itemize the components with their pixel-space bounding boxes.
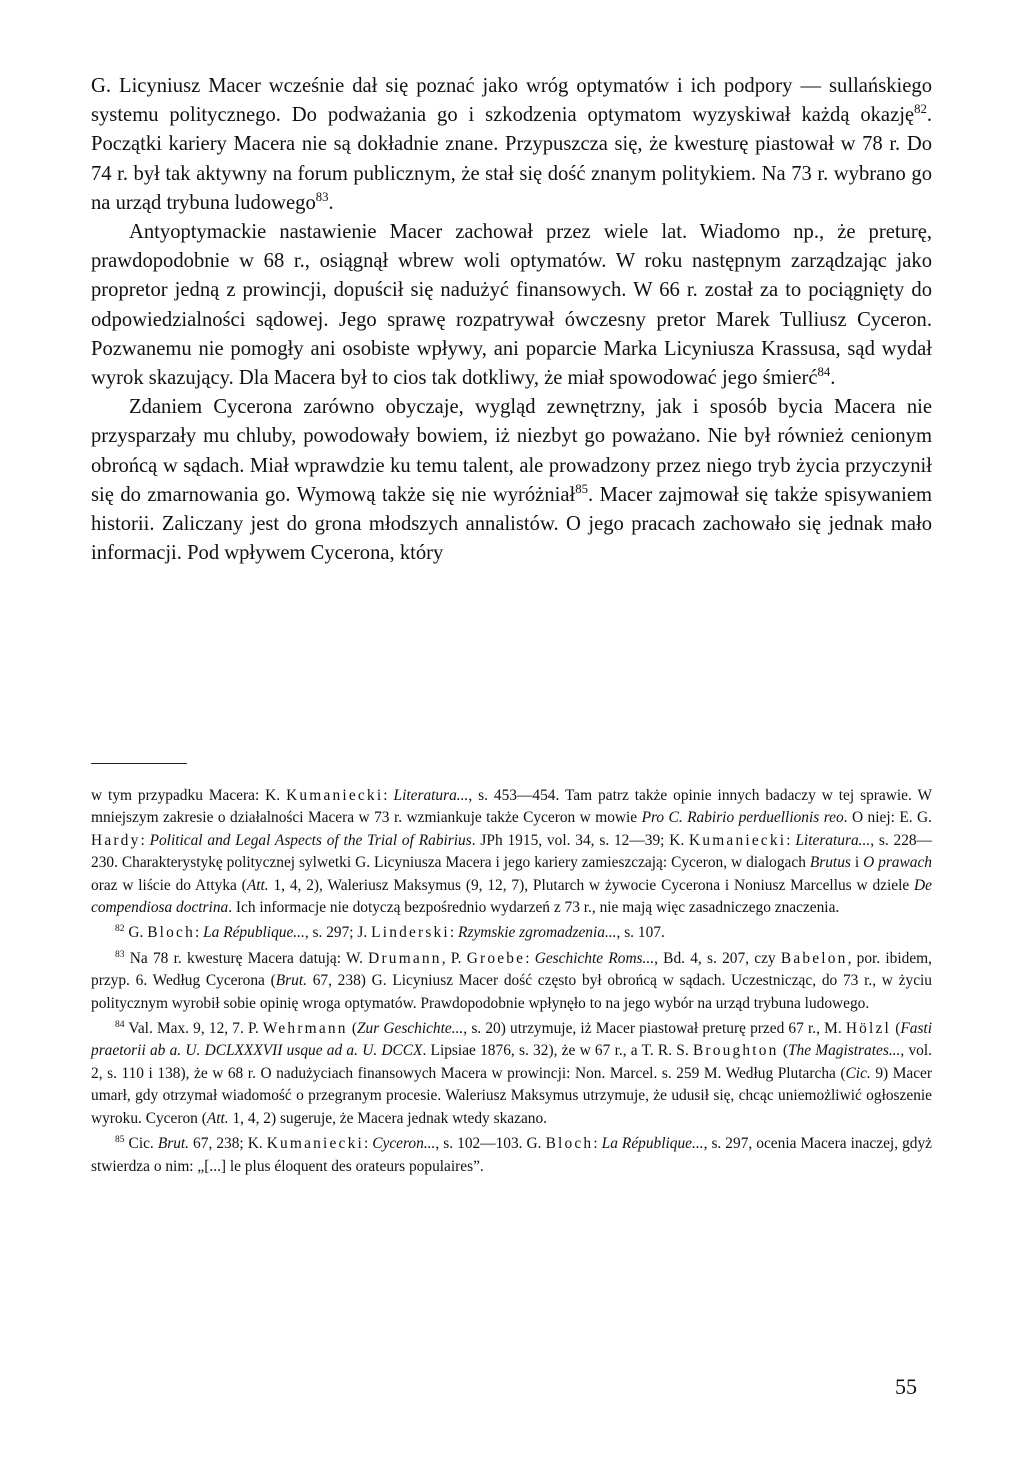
- paragraph-2: [91, 218, 932, 393]
- footnotes: [91, 785, 932, 1181]
- text-run: Antyoptymackie nastawienie Macer zachował przez wiele lat. Wiadomo np., że preturę, prawdopodobnie w 68 r., osiągnął wbrew woli optymatów. W roku następnym zarządzając jako propretor jedną z prowincji, dopuścił się nadużyć finansowych. W 66 r. został za to pociągnięty do odpowiedzialności sądowej. Jego sprawę rozpatrywał ówczesny pretor Marek Tulliusz Cyceron. Pozwanemu nie pomogły ani osobiste wpływy, ani poparcie Marka Licyniusza Krassusa, sąd wydał wyrok skazujący. Dla Macera był to cios tak dotkliwy, że miał spowodować jego śmierć: [91, 221, 932, 390]
- footnote-ref-84[interactable]: 84: [817, 365, 831, 380]
- footnote-84: $^{84}$ Val. Max. 9, 12, 7. P. Wehrmann (Zur Geschichte..., s. 20) utrzymuje, iż Macer piastował preturę przed 67 r., M. Hölzl (Fasti praetorii ab a. U. DCLXXXVII usque ad a. U. DCCX. Lipsiae 1876, s. 32), że w 67 r., a T. R. S. Broughton (The Magistrates..., vol. 2, s. 110 i 138), że w 68 r. O nadużyciach finansowych Macera w prowincji: Non. Marcel. s. 259 M. Według Plutarcha (Cic. 9) Macer umarł, gdy otrzymał wiadomość o przegranym procesie. Waleriusz Maksymus utrzymuje, że udusił się, chcąc uniemożliwić ogłoszenie wyroku. Cyceron (Att. 1, 4, 2) sugeruje, że Macera jednak wtedy skazano.: [91, 1018, 932, 1127]
- footnote-83: $^{83}$ Na 78 r. kwesturę Macera datują: W. Drumann, P. Groebe: Geschichte Roms..., Bd. 4, s. 207, czy Babelon, por. ibidem, przyp. 6. Według Cycerona (Brut. 67, 238) G. Licyniusz Macer dość często był obrońcą w sądach. Uczestnicząc, do 73 r., w życiu politycznym wyrobił sobie opinię wroga optymatów. Prawdopodobnie wpłynęło to na jego wybór na urząd trybuna ludowego.: [91, 948, 932, 1012]
- text-run: .: [328, 191, 334, 214]
- footnote-continued: w tym przypadku Macera: K. Kumaniecki: Literatura..., s. 453—454. Tam patrz także opinie innych badaczy w tej sprawie. W mniejszym zakresie o działalności Macera w 73 r. wzmiankuje także Cyceron w mowie Pro C. Rabirio perduellionis reo. O niej: E. G. Hardy: Political and Legal Aspects of the Trial of Rabirius. JPh 1915, vol. 34, s. 12—39; K. Kumaniecki: Literatura..., s. 228—230. Charakterystykę politycznej sylwetki G. Licyniusza Macera i jego kariery zamieszczają: Cyceron, w dialogach Brutus i O prawach oraz w liście do Attyka (Att. 1, 4, 2), Waleriusz Maksymus (9, 12, 7), Plutarch w żywocie Cycerona i Noniusz Marcellus w dziele De compendiosa doctrina. Ich informacje nie dotyczą bezpośrednio wydarzeń z 73 r., nie mają więc zasadniczego znaczenia.: [91, 787, 933, 917]
- page-number: 55: [895, 1374, 917, 1399]
- footnote-number: 83: [115, 948, 125, 960]
- text-run: . Początki kariery Macera nie są dokładnie znane. Przypuszcza się, że kwesturę piastował w 78 r. Do 74 r. był tak aktywny na forum publicznym, że stał się dość znanym politykiem. Na 73 r. wybrano go na urząd trybuna ludowego: [91, 104, 932, 214]
- text-run: . Macer zajmował się także spisywaniem historii. Zaliczany jest do grona młodszych annalistów. O jego pracach zachowało się jednak mało informacji. Pod wpływem Cycerona, który: [91, 483, 932, 565]
- footnote-ref-82[interactable]: 82: [914, 102, 927, 117]
- footnote-ref-85[interactable]: 85: [575, 481, 588, 496]
- footnote-82: $^{82}$ G. Bloch: La République..., s. 297; J. Linderski: Rzymskie zgromadzenia..., s. 107.: [115, 923, 665, 942]
- text-run: .: [830, 367, 836, 390]
- footnote-number: 85: [115, 1133, 125, 1145]
- main-text: [91, 72, 932, 568]
- text-run: Zdaniem Cycerona zarówno obyczaje, wygląd zewnętrzny, jak i sposób bycia Macera nie przysparzały mu chluby, powodowały bowiem, iż niezbyt go poważano. Nie był również cenionym obrońcą w sądach. Miał wprawdzie ku temu talent, ale prowadzony przez niego tryb życia przyczynił się do zmarnowania go. Wymową także się nie wyróżniał: [91, 396, 932, 506]
- footnote-separator: [91, 763, 187, 764]
- footnote-number: 84: [115, 1018, 125, 1030]
- footnote-ref-83[interactable]: 83: [315, 189, 329, 204]
- paragraph-1: [91, 72, 932, 218]
- paragraph-3: [91, 393, 932, 568]
- footnote-85: $^{85}$ Cic. Brut. 67, 238; K. Kumaniecki: Cyceron..., s. 102—103. G. Bloch: La République..., s. 297, ocenia Macera inaczej, gdyż stwierdza o nim: „[...] le plus éloquent des orateurs populaires”.: [91, 1133, 932, 1175]
- footnote-number: 82: [115, 923, 125, 935]
- text-run: G. Licyniusz Macer wcześnie dał się poznać jako wróg optymatów i ich podpory — sullańskiego systemu politycznego. Do podważania go i szkodzenia optymatom wyzyskiwał każdą okazję: [91, 75, 932, 127]
